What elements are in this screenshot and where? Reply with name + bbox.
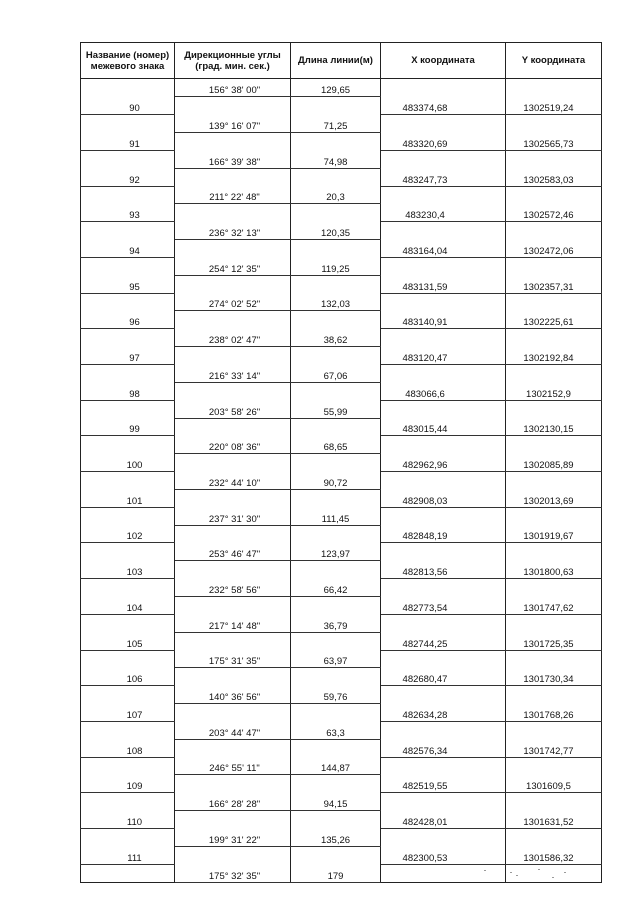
segment-x-cell — [381, 721, 506, 739]
segment-x-cell — [381, 686, 506, 704]
point-angle-cell — [175, 846, 291, 864]
segment-row — [81, 400, 602, 418]
direction-angle-cell: 166° 39' 38" — [175, 150, 291, 168]
line-length-cell: 20,3 — [291, 186, 381, 204]
segment-name-cell — [81, 150, 175, 168]
segment-row — [81, 293, 602, 311]
y-coordinate-cell: 1301742,77 — [506, 739, 602, 757]
direction-angle-cell: 232° 44' 10" — [175, 472, 291, 490]
segment-x-cell — [381, 472, 506, 490]
segment-y-cell — [506, 186, 602, 204]
point-name-cell: 101 — [81, 489, 175, 507]
line-length-cell: 71,25 — [291, 115, 381, 133]
direction-angle-cell: 217° 14' 48" — [175, 614, 291, 632]
segment-row — [81, 365, 602, 383]
line-length-cell: 123,97 — [291, 543, 381, 561]
direction-angle-cell: 232° 58' 56" — [175, 579, 291, 597]
point-row — [81, 97, 602, 115]
segment-x-cell — [381, 436, 506, 454]
x-coordinate-cell: 482576,34 — [381, 739, 506, 757]
direction-angle-cell: 220° 08' 36" — [175, 436, 291, 454]
direction-angle-cell: 166° 28' 28" — [175, 793, 291, 811]
point-length-cell — [291, 525, 381, 543]
point-length-cell — [291, 347, 381, 365]
point-row — [81, 561, 602, 579]
segment-name-cell — [81, 543, 175, 561]
x-coordinate-cell: 483374,68 — [381, 97, 506, 115]
direction-angle-cell: 140° 36' 56" — [175, 686, 291, 704]
point-angle-cell — [175, 275, 291, 293]
y-coordinate-cell: 1301768,26 — [506, 704, 602, 722]
point-name-cell: 106 — [81, 668, 175, 686]
point-angle-cell — [175, 596, 291, 614]
x-coordinate-cell: 483247,73 — [381, 168, 506, 186]
segment-name-cell — [81, 222, 175, 240]
segment-name-cell — [81, 686, 175, 704]
segment-y-cell — [506, 257, 602, 275]
segment-x-cell — [381, 793, 506, 811]
point-row — [81, 418, 602, 436]
y-coordinate-cell: 1302583,03 — [506, 168, 602, 186]
header-y-coordinate: Y координата — [506, 43, 602, 79]
point-angle-cell — [175, 204, 291, 222]
segment-name-cell — [81, 79, 175, 97]
point-name-cell: 109 — [81, 775, 175, 793]
x-coordinate-cell: 483320,69 — [381, 133, 506, 151]
direction-angle-cell: 236° 32' 13" — [175, 222, 291, 240]
y-coordinate-cell: 1301586,32 — [506, 846, 602, 864]
line-length-cell: 120,35 — [291, 222, 381, 240]
x-coordinate-cell: 482680,47 — [381, 668, 506, 686]
segment-row — [81, 472, 602, 490]
segment-row — [81, 115, 602, 133]
point-name-cell: 104 — [81, 596, 175, 614]
y-coordinate-cell: 1302472,06 — [506, 240, 602, 258]
segment-row — [81, 507, 602, 525]
point-row — [81, 775, 602, 793]
x-coordinate-cell: 482813,56 — [381, 561, 506, 579]
segment-row — [81, 757, 602, 775]
segment-row — [81, 329, 602, 347]
point-angle-cell — [175, 347, 291, 365]
segment-y-cell — [506, 793, 602, 811]
segment-name-cell — [81, 257, 175, 275]
line-length-cell: 68,65 — [291, 436, 381, 454]
y-coordinate-cell: 1301725,35 — [506, 632, 602, 650]
x-coordinate-cell: 483230,4 — [381, 204, 506, 222]
point-name-cell: 96 — [81, 311, 175, 329]
segment-row — [81, 579, 602, 597]
line-length-cell: 66,42 — [291, 579, 381, 597]
direction-angle-cell: 199° 31' 22" — [175, 828, 291, 846]
segment-row — [81, 150, 602, 168]
point-name-cell: 99 — [81, 418, 175, 436]
point-row — [81, 168, 602, 186]
y-coordinate-cell: 1302225,61 — [506, 311, 602, 329]
point-name-cell: 111 — [81, 846, 175, 864]
segment-name-cell — [81, 650, 175, 668]
segment-name-cell — [81, 757, 175, 775]
point-length-cell — [291, 775, 381, 793]
point-row — [81, 275, 602, 293]
point-row — [81, 668, 602, 686]
point-row — [81, 204, 602, 222]
point-angle-cell — [175, 382, 291, 400]
segment-y-cell — [506, 614, 602, 632]
y-coordinate-cell: 1301730,34 — [506, 668, 602, 686]
segment-y-cell — [506, 115, 602, 133]
header-direction-angle: Дирекционные углы (град. мин. сек.) — [175, 43, 291, 79]
point-row — [81, 311, 602, 329]
segment-row — [81, 543, 602, 561]
point-length-cell — [291, 596, 381, 614]
point-length-cell — [291, 846, 381, 864]
segment-name-cell — [81, 365, 175, 383]
point-name-cell: 90 — [81, 97, 175, 115]
y-coordinate-cell: 1301919,67 — [506, 525, 602, 543]
line-length-cell: 111,45 — [291, 507, 381, 525]
point-length-cell — [291, 418, 381, 436]
point-name-cell: 92 — [81, 168, 175, 186]
x-coordinate-cell: 482773,54 — [381, 596, 506, 614]
segment-x-cell — [381, 329, 506, 347]
point-angle-cell — [175, 240, 291, 258]
segment-name-cell — [81, 472, 175, 490]
y-coordinate-cell: 1301800,63 — [506, 561, 602, 579]
point-row — [81, 811, 602, 829]
line-length-cell: 132,03 — [291, 293, 381, 311]
point-row — [81, 454, 602, 472]
segment-y-cell — [506, 757, 602, 775]
x-coordinate-cell: 482300,53 — [381, 846, 506, 864]
direction-angle-cell: 216° 33' 14" — [175, 365, 291, 383]
x-coordinate-cell: 482634,28 — [381, 704, 506, 722]
x-coordinate-cell: 482428,01 — [381, 811, 506, 829]
point-length-cell — [291, 811, 381, 829]
segment-x-cell — [381, 115, 506, 133]
y-coordinate-cell: 1301609,5 — [506, 775, 602, 793]
y-coordinate-cell: 1301747,62 — [506, 596, 602, 614]
segment-x-cell — [381, 186, 506, 204]
segment-x-cell — [381, 293, 506, 311]
segment-name-cell — [81, 507, 175, 525]
y-coordinate-cell: 1302192,84 — [506, 347, 602, 365]
x-coordinate-cell: 483131,59 — [381, 275, 506, 293]
segment-name-cell — [81, 186, 175, 204]
segment-x-cell — [381, 222, 506, 240]
point-length-cell — [291, 704, 381, 722]
segment-row — [81, 828, 602, 846]
point-row — [81, 739, 602, 757]
segment-row — [81, 614, 602, 632]
y-coordinate-cell: 1302085,89 — [506, 454, 602, 472]
direction-angle-cell: 238° 02' 47" — [175, 329, 291, 347]
table-header-row — [81, 43, 602, 79]
segment-x-cell — [381, 79, 506, 97]
segment-name-cell — [81, 793, 175, 811]
x-coordinate-cell: 482962,96 — [381, 454, 506, 472]
direction-angle-cell: 175° 31' 35" — [175, 650, 291, 668]
direction-angle-cell: 246° 55' 11" — [175, 757, 291, 775]
segment-y-cell — [506, 650, 602, 668]
point-name-cell: 95 — [81, 275, 175, 293]
point-row — [81, 382, 602, 400]
y-coordinate-cell: 1301631,52 — [506, 811, 602, 829]
direction-angle-cell: 237° 31' 30" — [175, 507, 291, 525]
header-point-name: Название (номер) межевого знака — [81, 43, 175, 79]
x-coordinate-cell: 482744,25 — [381, 632, 506, 650]
point-name-cell: 94 — [81, 240, 175, 258]
direction-angle-cell: 253° 46' 47" — [175, 543, 291, 561]
segment-row — [81, 793, 602, 811]
point-angle-cell — [175, 632, 291, 650]
segment-y-cell — [506, 79, 602, 97]
x-coordinate-cell: 482848,19 — [381, 525, 506, 543]
direction-angle-cell: 274° 02' 52" — [175, 293, 291, 311]
point-name-cell: 108 — [81, 739, 175, 757]
point-length-cell — [291, 240, 381, 258]
segment-y-cell — [506, 507, 602, 525]
segment-name-cell — [81, 614, 175, 632]
segment-x-cell — [381, 150, 506, 168]
point-name-cell: 107 — [81, 704, 175, 722]
segment-name-cell — [81, 864, 175, 882]
header-line-length: Длина линии(м) — [291, 43, 381, 79]
point-length-cell — [291, 97, 381, 115]
x-coordinate-cell: 483164,04 — [381, 240, 506, 258]
point-angle-cell — [175, 668, 291, 686]
line-length-cell: 119,25 — [291, 257, 381, 275]
segment-name-cell — [81, 721, 175, 739]
point-length-cell — [291, 275, 381, 293]
segment-y-cell — [506, 329, 602, 347]
line-length-cell: 74,98 — [291, 150, 381, 168]
line-length-cell: 63,97 — [291, 650, 381, 668]
point-angle-cell — [175, 418, 291, 436]
segment-name-cell — [81, 115, 175, 133]
segment-name-cell — [81, 400, 175, 418]
direction-angle-cell: 175° 32' 35" — [175, 864, 291, 882]
y-coordinate-cell: 1302130,15 — [506, 418, 602, 436]
point-length-cell — [291, 311, 381, 329]
segment-row — [81, 686, 602, 704]
segment-name-cell — [81, 293, 175, 311]
point-angle-cell — [175, 739, 291, 757]
point-angle-cell — [175, 168, 291, 186]
x-coordinate-cell: 482519,55 — [381, 775, 506, 793]
point-length-cell — [291, 489, 381, 507]
y-coordinate-cell: 1302572,46 — [506, 204, 602, 222]
segment-row — [81, 79, 602, 97]
point-name-cell: 91 — [81, 133, 175, 151]
point-angle-cell — [175, 489, 291, 507]
segment-y-cell — [506, 579, 602, 597]
direction-angle-cell: 139° 16' 07" — [175, 115, 291, 133]
x-coordinate-cell: 483015,44 — [381, 418, 506, 436]
point-length-cell — [291, 454, 381, 472]
line-length-cell: 129,65 — [291, 79, 381, 97]
segment-x-cell — [381, 579, 506, 597]
segment-y-cell — [506, 543, 602, 561]
point-angle-cell — [175, 133, 291, 151]
point-name-cell: 97 — [81, 347, 175, 365]
table-body — [81, 79, 602, 883]
line-length-cell: 36,79 — [291, 614, 381, 632]
segment-x-cell — [381, 650, 506, 668]
point-row — [81, 596, 602, 614]
segment-y-cell — [506, 222, 602, 240]
line-length-cell: 59,76 — [291, 686, 381, 704]
point-name-cell: 103 — [81, 561, 175, 579]
segment-x-cell — [381, 507, 506, 525]
segment-x-cell — [381, 400, 506, 418]
point-name-cell: 98 — [81, 382, 175, 400]
segment-row — [81, 186, 602, 204]
point-name-cell: 93 — [81, 204, 175, 222]
point-row — [81, 489, 602, 507]
direction-angle-cell: 203° 44' 47" — [175, 721, 291, 739]
point-length-cell — [291, 739, 381, 757]
point-angle-cell — [175, 454, 291, 472]
point-angle-cell — [175, 775, 291, 793]
scan-specks — [480, 866, 570, 884]
y-coordinate-cell: 1302565,73 — [506, 133, 602, 151]
line-length-cell: 144,87 — [291, 757, 381, 775]
line-length-cell: 179 — [291, 864, 381, 882]
segment-y-cell — [506, 721, 602, 739]
point-length-cell — [291, 382, 381, 400]
segment-row — [81, 721, 602, 739]
segment-x-cell — [381, 828, 506, 846]
point-row — [81, 133, 602, 151]
line-length-cell: 94,15 — [291, 793, 381, 811]
point-angle-cell — [175, 561, 291, 579]
line-length-cell: 38,62 — [291, 329, 381, 347]
point-row — [81, 704, 602, 722]
segment-x-cell — [381, 614, 506, 632]
point-length-cell — [291, 204, 381, 222]
direction-angle-cell: 203° 58' 26" — [175, 400, 291, 418]
y-coordinate-cell: 1302519,24 — [506, 97, 602, 115]
boundary-coordinates-table — [80, 42, 602, 883]
segment-y-cell — [506, 472, 602, 490]
segment-x-cell — [381, 543, 506, 561]
point-row — [81, 240, 602, 258]
x-coordinate-cell: 483140,91 — [381, 311, 506, 329]
point-name-cell: 110 — [81, 811, 175, 829]
point-row — [81, 632, 602, 650]
segment-y-cell — [506, 686, 602, 704]
line-length-cell: 135,26 — [291, 828, 381, 846]
segment-row — [81, 257, 602, 275]
segment-name-cell — [81, 436, 175, 454]
point-name-cell: 100 — [81, 454, 175, 472]
line-length-cell: 67,06 — [291, 365, 381, 383]
point-name-cell: 105 — [81, 632, 175, 650]
point-angle-cell — [175, 525, 291, 543]
point-length-cell — [291, 632, 381, 650]
point-angle-cell — [175, 704, 291, 722]
y-coordinate-cell: 1302152,9 — [506, 382, 602, 400]
point-length-cell — [291, 561, 381, 579]
point-name-cell: 102 — [81, 525, 175, 543]
segment-y-cell — [506, 365, 602, 383]
segment-name-cell — [81, 329, 175, 347]
segment-y-cell — [506, 436, 602, 454]
segment-y-cell — [506, 828, 602, 846]
segment-x-cell — [381, 757, 506, 775]
segment-name-cell — [81, 579, 175, 597]
x-coordinate-cell: 482908,03 — [381, 489, 506, 507]
direction-angle-cell: 211° 22' 48" — [175, 186, 291, 204]
point-length-cell — [291, 133, 381, 151]
segment-name-cell — [81, 828, 175, 846]
direction-angle-cell: 156° 38' 00" — [175, 79, 291, 97]
segment-row — [81, 436, 602, 454]
line-length-cell: 55,99 — [291, 400, 381, 418]
point-length-cell — [291, 668, 381, 686]
segment-y-cell — [506, 293, 602, 311]
segment-x-cell — [381, 257, 506, 275]
line-length-cell: 63,3 — [291, 721, 381, 739]
point-angle-cell — [175, 811, 291, 829]
header-x-coordinate: X координата — [381, 43, 506, 79]
segment-row — [81, 222, 602, 240]
segment-x-cell — [381, 365, 506, 383]
y-coordinate-cell: 1302357,31 — [506, 275, 602, 293]
point-angle-cell — [175, 311, 291, 329]
segment-row — [81, 650, 602, 668]
line-length-cell: 90,72 — [291, 472, 381, 490]
point-length-cell — [291, 168, 381, 186]
segment-y-cell — [506, 400, 602, 418]
x-coordinate-cell: 483066,6 — [381, 382, 506, 400]
point-row — [81, 525, 602, 543]
point-row — [81, 347, 602, 365]
segment-y-cell — [506, 150, 602, 168]
point-row — [81, 846, 602, 864]
point-angle-cell — [175, 97, 291, 115]
x-coordinate-cell: 483120,47 — [381, 347, 506, 365]
direction-angle-cell: 254° 12' 35" — [175, 257, 291, 275]
y-coordinate-cell: 1302013,69 — [506, 489, 602, 507]
